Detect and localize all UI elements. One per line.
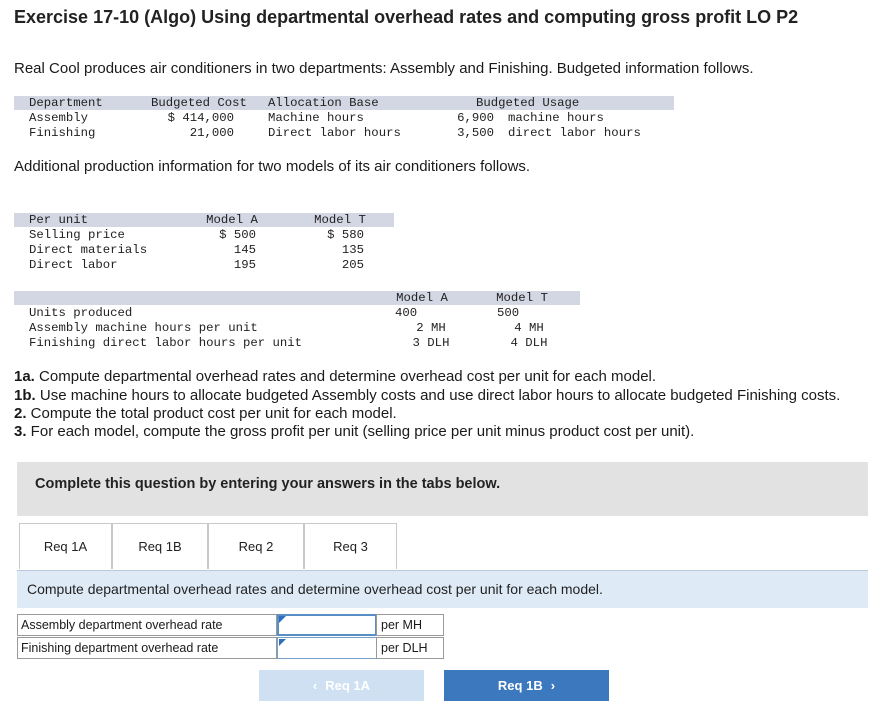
input-marker-icon (279, 639, 286, 646)
chevron-left-icon: ‹ (312, 678, 318, 693)
header-model-a: Model A (206, 213, 258, 227)
row-usage-qty: 3,500 (457, 126, 494, 140)
tab-req-1a[interactable]: Req 1A (19, 523, 112, 569)
unit-row-label: Direct materials (29, 243, 148, 257)
chevron-right-icon: › (550, 678, 556, 693)
panel-text: Complete this question by entering your answers in the tabs below. (35, 476, 501, 492)
unit-row-label: Direct labor (29, 258, 118, 272)
task-3: 3. For each model, compute the gross profit per unit (selling price per unit minus product cost per unit). (14, 423, 695, 440)
assembly-rate-input[interactable] (277, 614, 377, 636)
prev-button[interactable] (259, 670, 424, 701)
next-button[interactable] (444, 670, 609, 701)
prod-row-a: 400 (395, 306, 418, 320)
task-2: 2. Compute the total product cost per unit for each model. (14, 405, 397, 422)
tab-req-2[interactable]: Req 2 (208, 523, 304, 569)
row-dept: Finishing (29, 126, 96, 140)
prod-row-label: Units produced (29, 306, 133, 320)
row-usage-unit: direct labor hours (508, 126, 641, 140)
tab-req-1b[interactable]: Req 1B (112, 523, 208, 569)
prod-row-label: Finishing direct labor hours per unit (29, 336, 303, 350)
task-1b: 1b. Use machine hours to allocate budgeted Assembly costs and use direct labor hours to allocate budgeted Finishing costs. (14, 387, 841, 404)
row-usage-unit: machine hours (508, 111, 604, 125)
prod-row-t: 500 (497, 306, 520, 320)
unit-row-a: $ 500 (219, 228, 256, 242)
header-per-unit: Per unit (29, 213, 89, 227)
page-title: Exercise 17-10 (Algo) Using departmental overhead rates and computing gross profit LO P2 (14, 7, 799, 27)
unit-row-t: $ 580 (327, 228, 364, 242)
finishing-rate-unit: per DLH (376, 637, 444, 659)
row-base: Direct labor hours (268, 126, 401, 140)
row-cost: 21,000 (189, 126, 234, 140)
row-base: Machine hours (268, 111, 364, 125)
header-model-t: Model T (496, 291, 548, 305)
header-budgeted-usage: Budgeted Usage (476, 96, 580, 110)
unit-row-label: Selling price (29, 228, 125, 242)
task-1a: 1a. Compute departmental overhead rates and determine overhead cost per unit for each model. (14, 368, 657, 385)
next-button-label: Req 1B (497, 678, 543, 693)
finishing-rate-label: Finishing department overhead rate (17, 637, 277, 659)
header-budgeted-cost: Budgeted Cost (151, 96, 247, 110)
header-model-a: Model A (396, 291, 448, 305)
unit-row-a: 145 (233, 243, 256, 257)
header-model-t: Model T (314, 213, 366, 227)
prod-row-t: 4 MH (514, 321, 544, 335)
unit-table (14, 213, 394, 275)
header-department: Department (29, 96, 103, 110)
unit-row-a: 195 (233, 258, 256, 272)
assembly-rate-unit: per MH (376, 614, 444, 636)
prod-row-a: 2 MH (416, 321, 446, 335)
prod-row-t: 4 DLH (510, 336, 548, 350)
budget-table (14, 96, 674, 146)
unit-row-t: 205 (341, 258, 364, 272)
tab-req-3[interactable]: Req 3 (304, 523, 397, 569)
prod-row-label: Assembly machine hours per unit (29, 321, 258, 335)
prev-button-label: Req 1A (325, 678, 371, 693)
row-cost: $ 414,000 (167, 111, 234, 125)
intro-text: Real Cool produces air conditioners in two departments: Assembly and Finishing. Budgeted information follows. (14, 60, 754, 77)
row-dept: Assembly (29, 111, 89, 125)
finishing-rate-input[interactable] (277, 637, 377, 659)
input-marker-icon (279, 616, 286, 623)
row-usage-qty: 6,900 (457, 111, 494, 125)
unit-row-t: 135 (341, 243, 364, 257)
production-table (14, 291, 580, 353)
intro2-text: Additional production information for two models of its air conditioners follows. (14, 158, 531, 175)
prod-row-a: 3 DLH (412, 336, 450, 350)
header-allocation-base: Allocation Base (268, 96, 379, 110)
question-instruction: Compute departmental overhead rates and determine overhead cost per unit for each model. (27, 581, 603, 597)
assembly-rate-label: Assembly department overhead rate (17, 614, 277, 636)
